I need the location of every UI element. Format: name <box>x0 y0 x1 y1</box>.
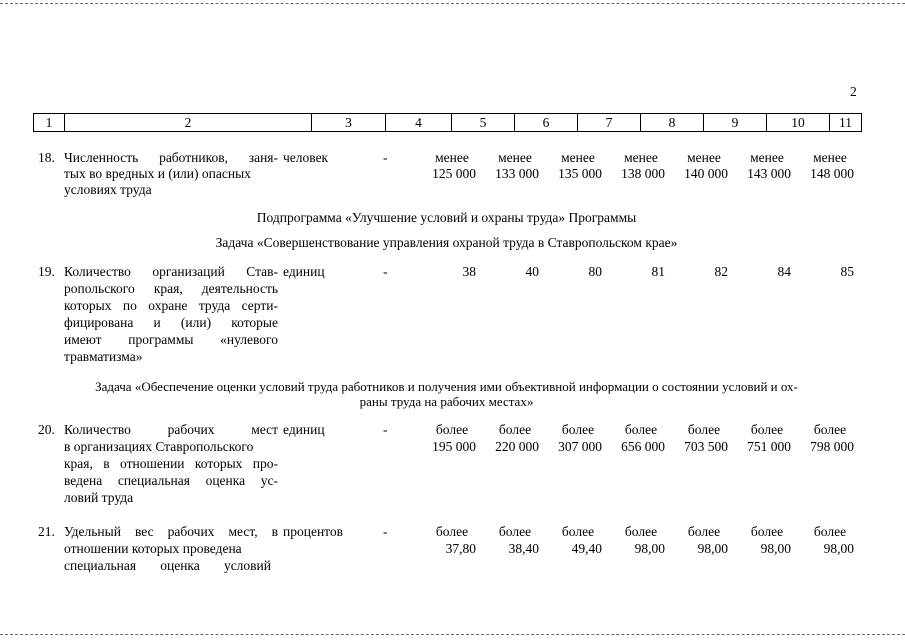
qualifier-cell: более <box>435 524 469 539</box>
value-cell: 38 <box>462 264 476 279</box>
qualifier-cell: более <box>498 422 532 437</box>
base-value-cell: - <box>383 524 388 539</box>
indicator-line: тых во вредных и (или) опасных <box>64 166 251 181</box>
task-heading: Задача «Обеспечение оценки условий труда работников и получения ими объективной информации о состоянии условий и ох- <box>95 379 798 394</box>
qualifier-cell: менее <box>750 150 784 165</box>
header-col-11: 11 <box>829 114 861 131</box>
qualifier-cell: менее <box>687 150 721 165</box>
qualifier-cell: более <box>561 422 595 437</box>
header-col-9: 9 <box>703 114 766 131</box>
value-cell: 80 <box>588 264 602 279</box>
indicator-line: отношении которых проведена <box>64 541 242 556</box>
header-col-8: 8 <box>640 114 703 131</box>
value-cell: 98,00 <box>823 541 854 556</box>
column-number-header <box>33 113 862 132</box>
indicator-line: Количество организаций Став- <box>64 264 278 279</box>
qualifier-cell: более <box>687 422 721 437</box>
row-number: 19. <box>38 264 55 279</box>
value-cell: 656 000 <box>621 439 665 454</box>
base-value-cell: - <box>383 422 388 437</box>
value-cell: 84 <box>777 264 791 279</box>
header-col-6: 6 <box>514 114 577 131</box>
value-cell: 140 000 <box>684 166 728 181</box>
indicator-line: которых по охране труда серти- <box>64 298 278 313</box>
value-cell: 98,00 <box>697 541 728 556</box>
indicator-line: ропольского края, деятельность <box>64 281 278 296</box>
header-col-1: 1 <box>45 115 53 130</box>
indicator-line: Удельный вес рабочих мест, в <box>64 524 278 539</box>
indicator-line: фицирована и (или) которые <box>64 315 278 330</box>
qualifier-cell: более <box>624 524 658 539</box>
indicator-line: края, в отношении которых про- <box>64 456 278 471</box>
qualifier-cell: менее <box>624 150 658 165</box>
row-number: 18. <box>38 150 55 165</box>
unit-cell: человек <box>283 150 329 165</box>
indicator-line: условиях труда <box>64 182 152 197</box>
subprogram-heading: Подпрограмма «Улучшение условий и охраны труда» Программы <box>256 210 637 225</box>
value-cell: 125 000 <box>432 166 476 181</box>
header-col-4: 4 <box>385 114 451 131</box>
indicator-line: имеют программы «нулевого <box>64 332 278 347</box>
qualifier-cell: более <box>813 524 847 539</box>
value-cell: 143 000 <box>747 166 791 181</box>
value-cell: 85 <box>840 264 854 279</box>
value-cell: 195 000 <box>432 439 476 454</box>
qualifier-cell: менее <box>498 150 532 165</box>
value-cell: 751 000 <box>747 439 791 454</box>
header-col-7: 7 <box>577 114 640 131</box>
indicator-line: Количество рабочих мест <box>64 422 278 437</box>
qualifier-cell: более <box>498 524 532 539</box>
value-cell: 220 000 <box>495 439 539 454</box>
qualifier-cell: более <box>750 524 784 539</box>
qualifier-cell: менее <box>813 150 847 165</box>
value-cell: 307 000 <box>558 439 602 454</box>
value-cell: 49,40 <box>571 541 602 556</box>
header-col-5: 5 <box>451 114 514 131</box>
scan-edge-bottom <box>0 634 905 635</box>
qualifier-cell: более <box>561 524 595 539</box>
value-cell: 148 000 <box>810 166 854 181</box>
value-cell: 82 <box>714 264 728 279</box>
indicator-line: специальная оценка условий <box>64 558 271 573</box>
value-cell: 40 <box>525 264 539 279</box>
qualifier-cell: более <box>813 422 847 437</box>
header-col-10: 10 <box>766 114 829 131</box>
unit-cell: единиц <box>283 264 325 279</box>
indicator-line: ловий труда <box>64 490 134 505</box>
row-number: 20. <box>38 422 55 437</box>
value-cell: 38,40 <box>508 541 539 556</box>
task-heading-continuation: раны труда на рабочих местах» <box>359 394 534 409</box>
unit-cell: процентов <box>283 524 344 539</box>
page-number: 2 <box>850 84 857 99</box>
header-col-3: 3 <box>311 114 385 131</box>
value-cell: 703 500 <box>684 439 728 454</box>
indicator-line: ведена специальная оценка ус- <box>64 473 278 488</box>
value-cell: 98,00 <box>760 541 791 556</box>
indicator-line: травматизма» <box>64 349 143 364</box>
value-cell: 98,00 <box>634 541 665 556</box>
qualifier-cell: менее <box>561 150 595 165</box>
indicator-line: в организациях Ставропольского <box>64 439 254 454</box>
qualifier-cell: более <box>750 422 784 437</box>
value-cell: 81 <box>651 264 665 279</box>
scan-edge-top <box>0 3 905 4</box>
header-col-2: 2 <box>64 114 311 131</box>
base-value-cell: - <box>383 264 388 279</box>
value-cell: 135 000 <box>558 166 602 181</box>
task-heading: Задача «Совершенствование управления охраной труда в Ставропольском крае» <box>215 235 678 250</box>
value-cell: 37,80 <box>445 541 476 556</box>
unit-cell: единиц <box>283 422 325 437</box>
qualifier-cell: более <box>687 524 721 539</box>
value-cell: 133 000 <box>495 166 539 181</box>
base-value-cell: - <box>383 150 388 165</box>
qualifier-cell: более <box>624 422 658 437</box>
qualifier-cell: более <box>435 422 469 437</box>
value-cell: 798 000 <box>810 439 854 454</box>
indicator-line: Численность работников, заня- <box>64 150 278 165</box>
value-cell: 138 000 <box>621 166 665 181</box>
row-number: 21. <box>38 524 55 539</box>
qualifier-cell: менее <box>435 150 469 165</box>
